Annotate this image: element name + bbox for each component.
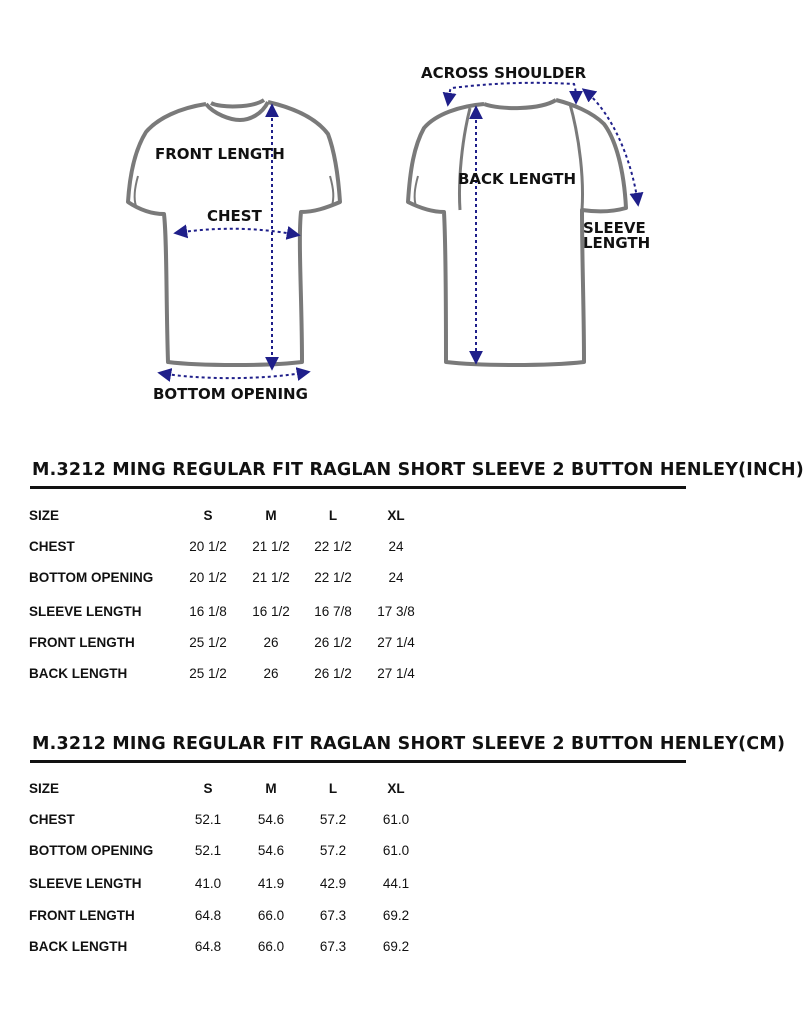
col-header-m: M [265,781,277,796]
inch-table-title: M.3212 MING REGULAR FIT RAGLAN SHORT SLEEVE 2 BUTTON HENLEY(INCH) [32,460,804,480]
cell: 17 3/8 [377,604,415,619]
cell: 21 1/2 [252,570,290,585]
col-header-m: M [265,508,277,523]
cell: 16 1/2 [252,604,290,619]
cell: 67.3 [319,908,347,923]
row-label: BOTTOM OPENING [29,570,154,585]
cell: 52.1 [194,843,222,858]
chest-arrow [176,229,298,235]
cell: 27 1/4 [377,666,415,681]
row-label: BACK LENGTH [29,939,128,954]
col-header-s: S [203,781,213,796]
row-label: SLEEVE LENGTH [29,604,142,619]
cell: 52.1 [194,812,222,827]
col-header-l: L [328,508,338,523]
chest-label: CHEST [207,207,262,225]
sleeve-length-label-line2: LENGTH [583,234,651,252]
cell: 26 1/2 [314,635,352,650]
col-header-s: S [203,508,213,523]
front-length-label: FRONT LENGTH [155,145,285,163]
cell: 22 1/2 [314,539,352,554]
size-header: SIZE [29,508,60,523]
cell: 64.8 [194,939,222,954]
cm-header-row [0,781,804,801]
cell: 24 [388,570,404,585]
table-row [0,812,804,832]
table-row [0,635,804,655]
table-row [0,876,804,896]
sleeve-length-label-line1: SLEEVE [583,219,646,237]
size-header: SIZE [29,781,60,796]
cell: 66.0 [257,908,285,923]
cell: 66.0 [257,939,285,954]
cell: 16 1/8 [189,604,227,619]
front-shirt-icon [128,100,340,365]
cell: 42.9 [319,876,347,891]
col-header-xl: XL [387,508,405,523]
cell: 16 7/8 [314,604,352,619]
cell: 61.0 [382,843,410,858]
row-label: BOTTOM OPENING [29,843,154,858]
inch-title-underline [30,486,686,489]
cell: 54.6 [257,843,285,858]
col-header-l: L [328,781,338,796]
cell: 20 1/2 [189,570,227,585]
cm-table-title: M.3212 MING REGULAR FIT RAGLAN SHORT SLEEVE 2 BUTTON HENLEY(CM) [32,734,786,754]
bottom-opening-arrow [160,372,308,378]
cell: 25 1/2 [189,666,227,681]
bottom-opening-label: BOTTOM OPENING [153,385,308,403]
table-row [0,908,804,928]
cell: 21 1/2 [252,539,290,554]
table-row [0,570,804,590]
cell: 67.3 [319,939,347,954]
cell: 26 1/2 [314,666,352,681]
row-label: SLEEVE LENGTH [29,876,142,891]
row-label: CHEST [29,539,75,554]
cell: 20 1/2 [189,539,227,554]
row-label: FRONT LENGTH [29,908,135,923]
table-row [0,539,804,559]
row-label: CHEST [29,812,75,827]
cell: 27 1/4 [377,635,415,650]
back-length-label: BACK LENGTH [458,170,577,188]
cell: 26 [263,666,279,681]
cell: 24 [388,539,404,554]
cell: 22 1/2 [314,570,352,585]
inch-header-row [0,508,804,528]
table-row [0,939,804,959]
table-row [0,666,804,686]
cell: 54.6 [257,812,285,827]
cell: 69.2 [382,908,410,923]
col-header-xl: XL [387,781,405,796]
cell: 41.9 [257,876,285,891]
sleeve-length-arrow [584,90,638,204]
cell: 25 1/2 [189,635,227,650]
cell: 26 [263,635,279,650]
cell: 44.1 [382,876,410,891]
cell: 57.2 [319,812,347,827]
cell: 57.2 [319,843,347,858]
table-row [0,843,804,863]
row-label: FRONT LENGTH [29,635,135,650]
cell: 69.2 [382,939,410,954]
cell: 64.8 [194,908,222,923]
measurement-diagram [0,0,804,420]
table-row [0,604,804,624]
cell: 41.0 [194,876,222,891]
cell: 61.0 [382,812,410,827]
row-label: BACK LENGTH [29,666,128,681]
cm-title-underline [30,760,686,763]
across-shoulder-label: ACROSS SHOULDER [421,64,587,82]
